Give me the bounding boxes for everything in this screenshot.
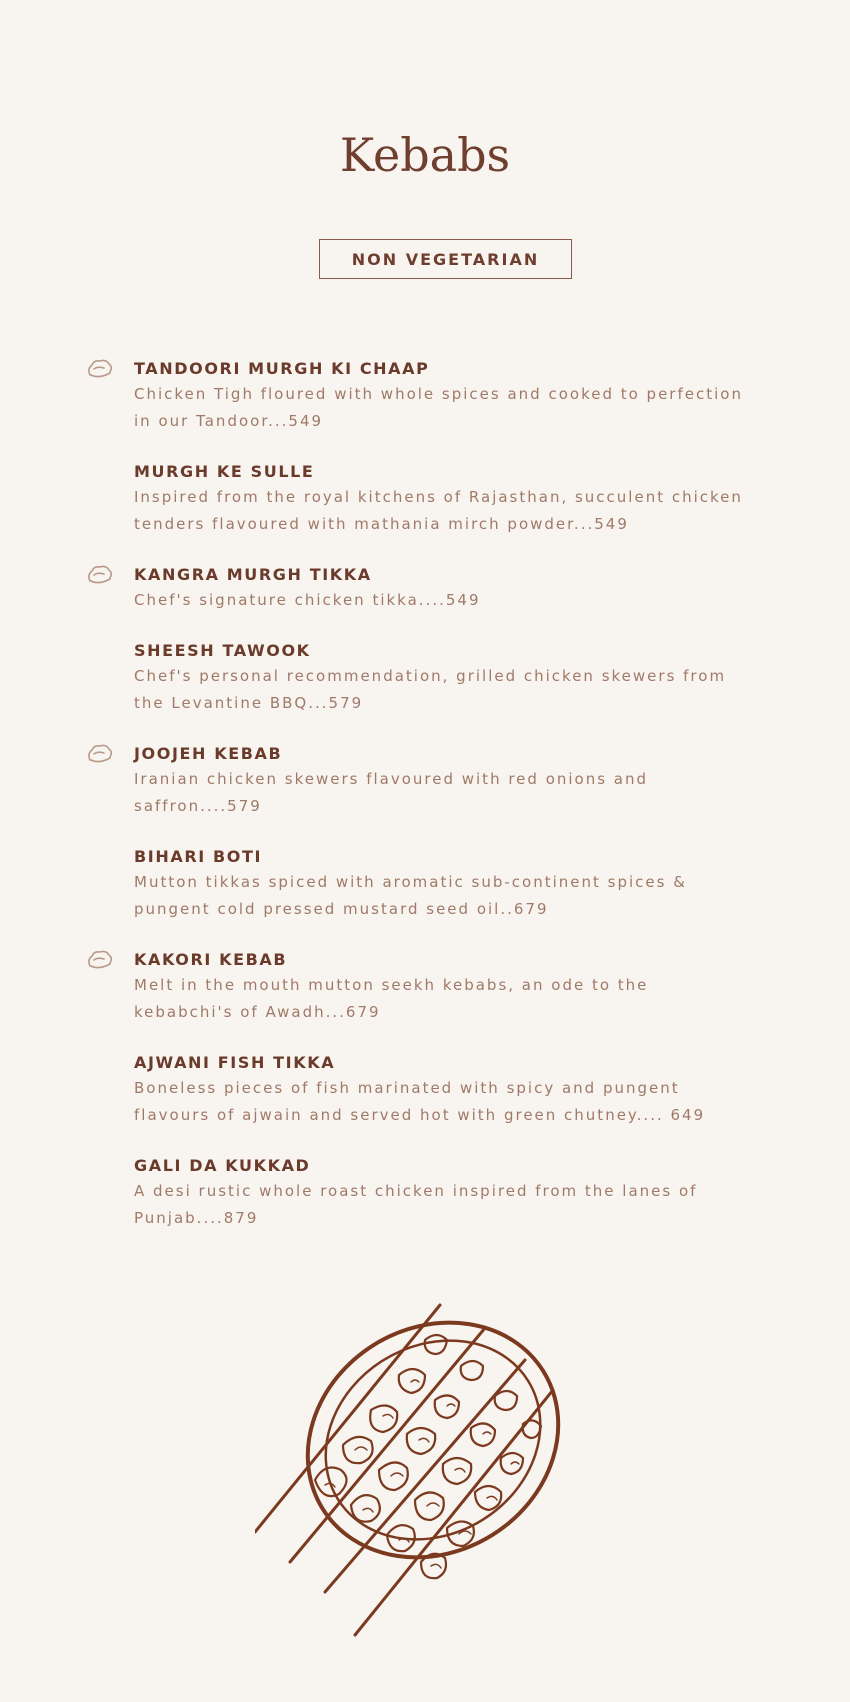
menu-item-description: Mutton tikkas spiced with aromatic sub-continent spices & pungent cold pressed mustard seed oil..679 bbox=[134, 873, 687, 918]
menu-item-name: AJWANI FISH TIKKA bbox=[134, 1053, 336, 1072]
menu-item-name: SHEESH TAWOOK bbox=[134, 641, 311, 660]
menu-item-name: TANDOORI MURGH KI CHAAP bbox=[134, 359, 430, 378]
menu-item-name: BIHARI BOTI bbox=[134, 847, 263, 866]
menu-item-description: Boneless pieces of fish marinated with spicy and pungent flavours of ajwain and served hot with green chutney.... 649 bbox=[134, 1079, 706, 1124]
menu-item bbox=[134, 639, 754, 717]
menu-item bbox=[134, 948, 754, 1026]
menu-item-description: A desi rustic whole roast chicken inspired from the lanes of Punjab....879 bbox=[134, 1182, 698, 1227]
menu-item-description: Chef's signature chicken tikka....549 bbox=[134, 591, 481, 609]
chef-hat-icon bbox=[85, 563, 113, 587]
menu-item bbox=[134, 460, 754, 538]
menu-item-description: Chicken Tigh floured with whole spices and cooked to perfection in our Tandoor...549 bbox=[134, 385, 743, 430]
menu-item bbox=[134, 845, 754, 923]
chef-hat-icon bbox=[85, 742, 113, 766]
kebab-skewers-plate-illustration bbox=[255, 1300, 585, 1645]
menu-item bbox=[134, 742, 754, 820]
menu-item-name: JOOJEH KEBAB bbox=[134, 744, 283, 763]
chef-hat-icon bbox=[85, 357, 113, 381]
menu-item-description: Inspired from the royal kitchens of Rajasthan, succulent chicken tenders flavoured with mathania mirch powder...549 bbox=[134, 488, 743, 533]
menu-item-name: MURGH KE SULLE bbox=[134, 462, 315, 481]
menu-item bbox=[134, 1051, 754, 1129]
menu-item-description: Chef's personal recommendation, grilled chicken skewers from the Levantine BBQ...579 bbox=[134, 667, 727, 712]
menu-item-name: KANGRA MURGH TIKKA bbox=[134, 565, 372, 584]
menu-item bbox=[134, 357, 754, 435]
menu-item bbox=[134, 1154, 754, 1232]
menu-item-description: Melt in the mouth mutton seekh kebabs, an ode to the kebabchi's of Awadh...679 bbox=[134, 976, 649, 1021]
menu-item-name: KAKORI KEBAB bbox=[134, 950, 288, 969]
menu-item-list bbox=[134, 357, 754, 1257]
page-title: Kebabs bbox=[339, 128, 511, 182]
menu-item-description: Iranian chicken skewers flavoured with red onions and saffron....579 bbox=[134, 770, 649, 815]
menu-item bbox=[134, 563, 754, 614]
chef-hat-icon bbox=[85, 948, 113, 972]
section-badge: NON VEGETARIAN bbox=[319, 239, 572, 279]
menu-item-name: GALI DA KUKKAD bbox=[134, 1156, 311, 1175]
